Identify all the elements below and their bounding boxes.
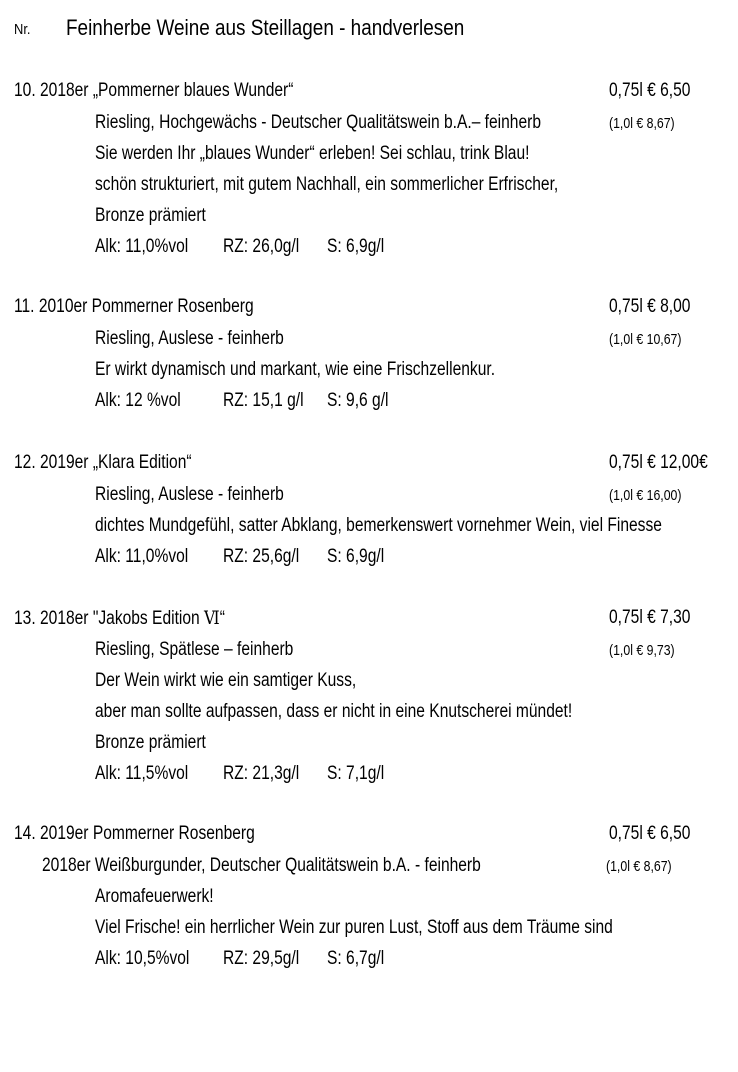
wine-price: 0,75l € 7,30 xyxy=(609,607,691,628)
wine-price: 0,75l € 12,00€ xyxy=(609,452,708,473)
wine-title: 11. 2010er Pommerner Rosenberg xyxy=(14,296,254,317)
wine-description-line: Sie werden Ihr „blaues Wunder“ erleben! Sei schlau, trink Blau! xyxy=(95,143,530,164)
wine-variety: Riesling, Spätlese – feinherb xyxy=(95,639,294,660)
wine-acidity: S: 6,9g/l xyxy=(327,546,385,567)
wine-variety: Riesling, Auslese - feinherb xyxy=(95,328,284,349)
wine-title-quote: “ xyxy=(219,608,225,629)
wine-description-line: aber man sollte aufpassen, dass er nicht in eine Knutscherei mündet! xyxy=(95,701,573,722)
wine-description-line: Aromafeuerwerk! xyxy=(95,886,214,907)
wine-residual-sugar: RZ: 21,3g/l xyxy=(223,763,300,784)
wine-description-line: dichtes Mundgefühl, satter Abklang, bemerkenswert vornehmer Wein, viel Finesse xyxy=(95,515,662,536)
wine-variety: Riesling, Auslese - feinherb xyxy=(95,484,284,505)
wine-acidity: S: 9,6 g/l xyxy=(327,390,389,411)
wine-residual-sugar: RZ: 26,0g/l xyxy=(223,236,300,257)
wine-title: 12. 2019er „Klara Edition“ xyxy=(14,452,192,473)
wine-acidity: S: 7,1g/l xyxy=(327,763,385,784)
wine-alcohol: Alk: 11,0%vol xyxy=(95,236,189,257)
wine-alcohol: Alk: 10,5%vol xyxy=(95,948,190,969)
wine-description-line: Bronze prämiert xyxy=(95,205,206,226)
wine-title-roman-numeral: Ⅵ xyxy=(204,607,220,629)
wine-acidity: S: 6,9g/l xyxy=(327,236,385,257)
wine-title: 10. 2018er „Pommerner blaues Wunder“ xyxy=(14,80,294,101)
wine-residual-sugar: RZ: 25,6g/l xyxy=(223,546,300,567)
wine-alcohol: Alk: 11,5%vol xyxy=(95,763,189,784)
wine-liter-price: (1,0l € 10,67) xyxy=(609,331,682,348)
wine-variety: 2018er Weißburgunder, Deutscher Qualitätswein b.A. - feinherb xyxy=(42,855,481,876)
wine-price: 0,75l € 8,00 xyxy=(609,296,691,317)
wine-price: 0,75l € 6,50 xyxy=(609,823,691,844)
wine-variety: Riesling, Hochgewächs - Deutscher Qualitätswein b.A.– feinherb xyxy=(95,112,541,133)
wine-title: 14. 2019er Pommerner Rosenberg xyxy=(14,823,255,844)
wine-description-line: schön strukturiert, mit gutem Nachhall, ein sommerlicher Erfrischer, xyxy=(95,174,559,195)
wine-description-line: Der Wein wirkt wie ein samtiger Kuss, xyxy=(95,670,357,691)
wine-price: 0,75l € 6,50 xyxy=(609,80,691,101)
wine-residual-sugar: RZ: 15,1 g/l xyxy=(223,390,304,411)
wine-title-text: 13. 2018er "Jakobs Edition xyxy=(14,608,205,629)
wine-description-line: Viel Frische! ein herrlicher Wein zur puren Lust, Stoff aus dem Träume sind xyxy=(95,917,613,938)
wine-alcohol: Alk: 12 %vol xyxy=(95,390,181,411)
wine-residual-sugar: RZ: 29,5g/l xyxy=(223,948,300,969)
column-header-nr: Nr. xyxy=(14,21,31,38)
wine-acidity: S: 6,7g/l xyxy=(327,948,385,969)
wine-liter-price: (1,0l € 8,67) xyxy=(606,858,672,875)
wine-description-line: Bronze prämiert xyxy=(95,732,206,753)
wine-liter-price: (1,0l € 9,73) xyxy=(609,642,675,659)
wine-liter-price: (1,0l € 16,00) xyxy=(609,487,682,504)
wine-alcohol: Alk: 11,0%vol xyxy=(95,546,189,567)
page-title: Feinherbe Weine aus Steillagen - handverlesen xyxy=(66,15,465,40)
wine-description-line: Er wirkt dynamisch und markant, wie eine Frischzellenkur. xyxy=(95,359,496,380)
wine-liter-price: (1,0l € 8,67) xyxy=(609,115,675,132)
wine-title xyxy=(14,607,225,630)
